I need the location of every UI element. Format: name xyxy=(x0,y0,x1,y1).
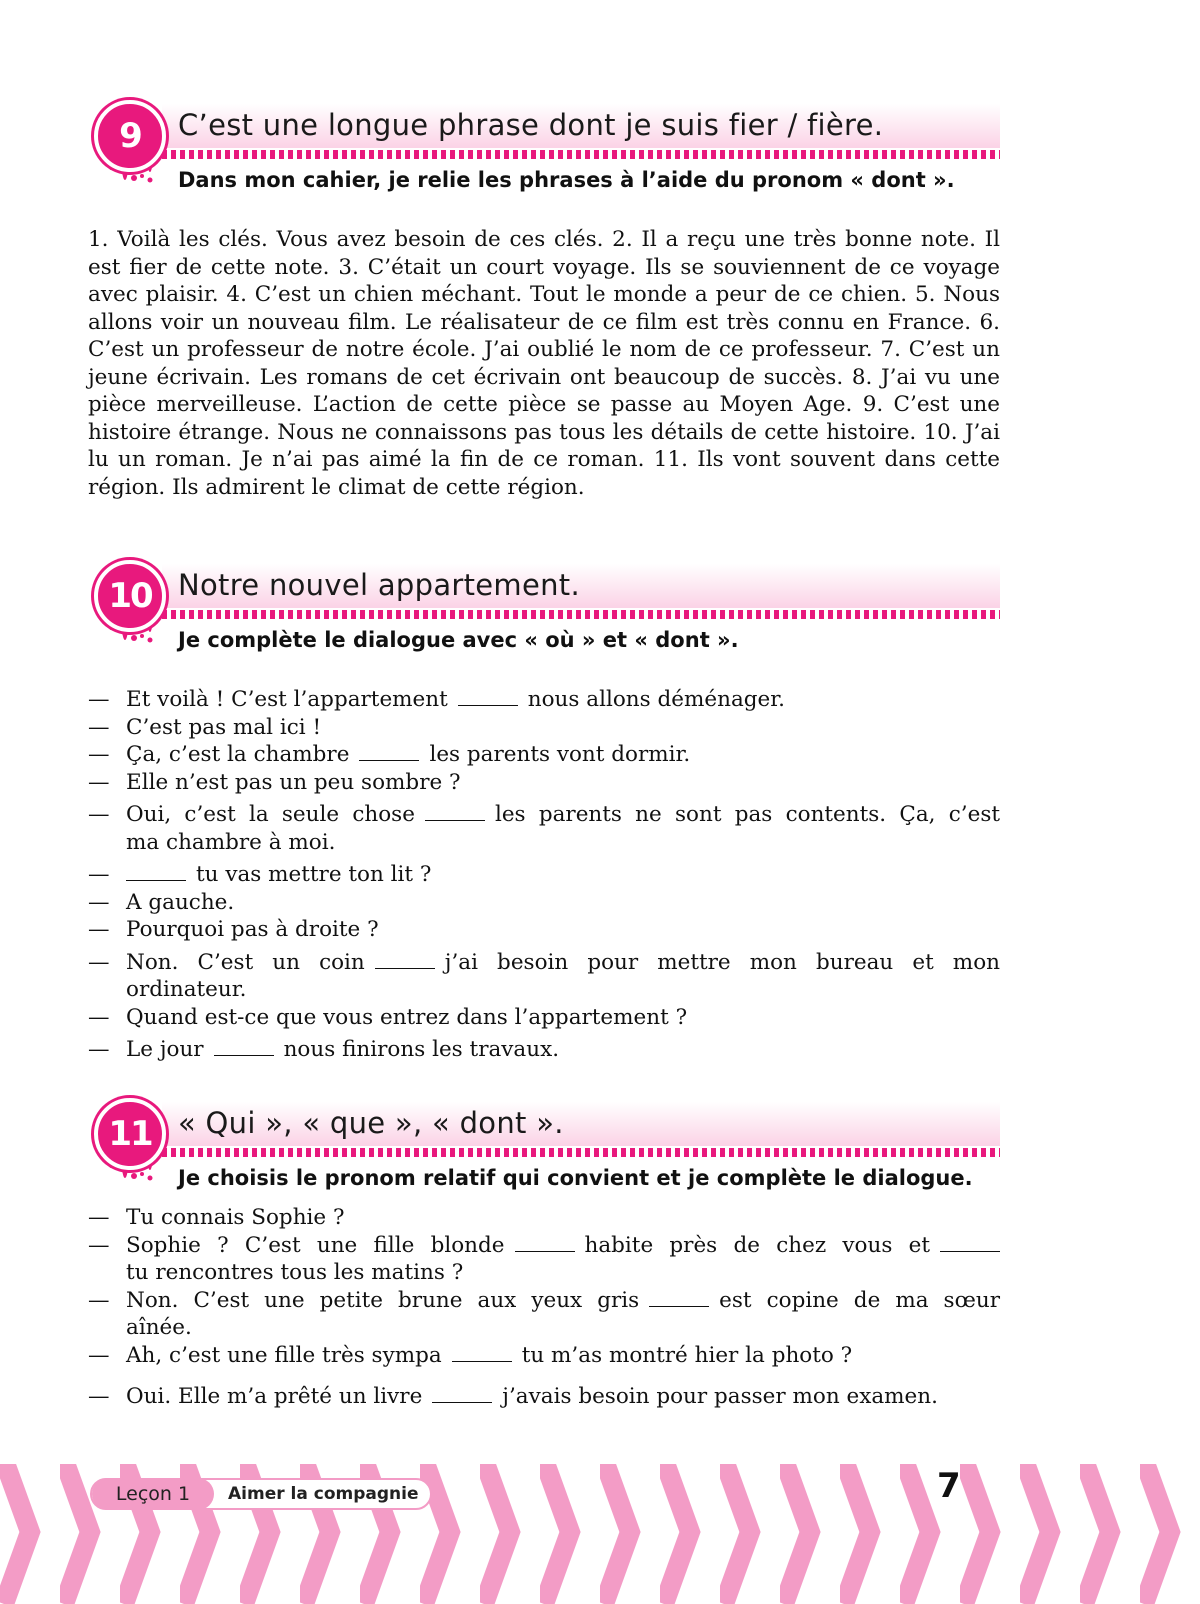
dash: — xyxy=(88,742,110,767)
dash: — xyxy=(88,917,110,942)
answer-blank[interactable] xyxy=(375,954,435,969)
lesson-label: Leçon 1 xyxy=(92,1478,214,1510)
answer-blank[interactable] xyxy=(649,1292,709,1307)
answer-blank[interactable] xyxy=(432,1388,492,1403)
dialogue-line: — Ah, c’est une fille très sympa tu m’as montré hier la photo ? xyxy=(88,1342,853,1368)
answer-blank[interactable] xyxy=(458,691,518,706)
dialogue-line: — Oui, c’est la seule chose les parents ne sont pas contents. Ça, c’est ma chambre à moi. xyxy=(88,802,1001,855)
exercise-title: Notre nouvel appartement. xyxy=(178,568,580,602)
dash: — xyxy=(88,862,110,887)
exercise-header xyxy=(88,1098,1000,1194)
exercise-title: C’est une longue phrase dont je suis fier / fière. xyxy=(178,108,884,142)
lesson-name: Aimer la compagnie xyxy=(228,1484,419,1504)
dialogue-line: — A gauche. xyxy=(88,889,235,915)
answer-blank[interactable] xyxy=(214,1041,274,1056)
exercise-header xyxy=(88,560,1000,656)
dialogue-line: — Quand est-ce que vous entrez dans l’appartement ? xyxy=(88,1004,688,1030)
exercise-instruction: Dans mon cahier, je relie les phrases à l’aide du pronom « dont ». xyxy=(178,168,955,192)
dash: — xyxy=(88,889,110,915)
dialogue-line: — Ça, c’est la chambre les parents vont dormir. xyxy=(88,742,691,767)
exercise-header xyxy=(88,100,1000,196)
dash: — xyxy=(88,1205,110,1230)
dialogue-line: — C’est pas mal ici ! xyxy=(88,714,322,740)
dialogue-line: — Oui. Elle m’a prêté un livre j’avais besoin pour passer mon examen. xyxy=(88,1384,938,1409)
answer-blank[interactable] xyxy=(452,1347,512,1362)
exercise-instruction: Je complète le dialogue avec « où » et « dont ». xyxy=(178,628,739,652)
exercise-10 xyxy=(88,560,1000,1064)
dialogue-line: — Non. C’est un coin j’ai besoin pour mettre mon bureau et mon ordinateur. xyxy=(88,949,1000,1002)
lesson-tag xyxy=(90,1478,432,1510)
dash: — xyxy=(88,802,110,827)
dialogue-line: — Sophie ? C’est une fille blonde habite près de chez vous et tu rencontres tous les matins ? xyxy=(88,1232,1000,1287)
dotted-divider xyxy=(162,1148,1000,1157)
dash: — xyxy=(88,1287,110,1313)
dash: — xyxy=(88,769,110,795)
answer-blank[interactable] xyxy=(940,1237,1000,1252)
exercise-number-badge: 10 xyxy=(94,560,166,632)
answer-blank[interactable] xyxy=(425,806,485,821)
dash: — xyxy=(88,1037,110,1062)
exercise-text: 1. Voilà les clés. Vous avez besoin de ces clés. 2. Il a reçu une très bonne note. Il est fier de cette note. 3. C’était un court voyage. Ils se souviennent de ce voyage avec plaisir. 4. C’est un chien méchant. Tout le monde a peur de ce chien. 5. Nous allons voir un nouveau film. Le réalisateur de ce film est très connu en France. 6. C’est un professeur de notre école. J’ai oublié le nom de ce professeur. 7. C’est un jeune écrivain. Les romans de cet écrivain ont beaucoup de succès. 8. J’ai vu une pièce merveilleuse. L’action de cette pièce se passe au Moyen Age. 9. C’est une histoire étrange. Nous ne connaissons pas tous les détails de cette histoire. 10. J’ai lu un roman. Je n’ai pas aimé la fin de ce roman. 11. Ils vont souvent dans cette région. Ils admirent le climat de cette région. xyxy=(88,227,1000,500)
dialogue-line: — Pourquoi pas à droite ? xyxy=(88,917,379,942)
dotted-divider xyxy=(162,150,1000,159)
dash: — xyxy=(88,949,110,975)
dialogue xyxy=(88,686,1000,1064)
dialogue-line: — tu vas mettre ton lit ? xyxy=(88,862,432,887)
exercise-number-badge: 11 xyxy=(94,1098,166,1170)
answer-blank[interactable] xyxy=(515,1237,575,1252)
page-number: 7 xyxy=(937,1466,961,1506)
dialogue-line: — Et voilà ! C’est l’appartement nous allons déménager. xyxy=(88,687,785,712)
dialogue-line: — Tu connais Sophie ? xyxy=(88,1205,345,1230)
dash: — xyxy=(88,687,110,712)
answer-blank[interactable] xyxy=(359,746,419,761)
dash: — xyxy=(88,1004,110,1030)
dash: — xyxy=(88,1342,110,1368)
exercise-instruction: Je choisis le pronom relatif qui convient et je complète le dialogue. xyxy=(178,1166,973,1190)
exercise-title: « Qui », « que », « dont ». xyxy=(178,1106,564,1140)
dialogue-line: — Elle n’est pas un peu sombre ? xyxy=(88,769,461,795)
dotted-divider xyxy=(162,610,1000,619)
answer-blank[interactable] xyxy=(126,866,186,881)
page-footer xyxy=(0,1460,1200,1604)
dialogue xyxy=(88,1204,1000,1411)
dash: — xyxy=(88,1232,110,1258)
dash: — xyxy=(88,1384,110,1409)
dialogue-line: — Non. C’est une petite brune aux yeux gris est copine de ma sœur aînée. xyxy=(88,1287,1000,1340)
exercise-11 xyxy=(88,1098,1000,1411)
dash: — xyxy=(88,714,110,740)
exercise-9 xyxy=(88,100,1000,501)
exercise-number-badge: 9 xyxy=(94,100,166,172)
dialogue-line: — Le jour nous finirons les travaux. xyxy=(88,1037,560,1062)
